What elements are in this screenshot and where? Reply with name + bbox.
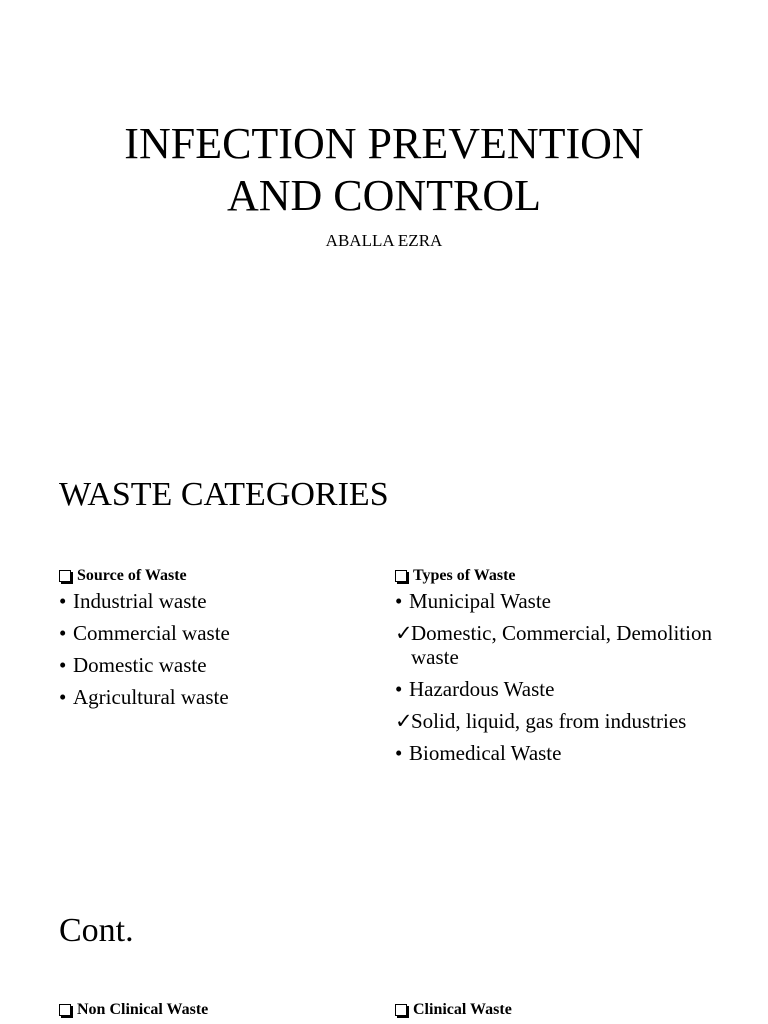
checkmark-icon: ✓ bbox=[395, 709, 413, 733]
list-item-text: Municipal Waste bbox=[409, 589, 551, 613]
list-item-text: Domestic, Commercial, Demolition waste bbox=[411, 621, 712, 669]
list-item-text: Biomedical Waste bbox=[409, 741, 562, 765]
list-item-text: Solid, liquid, gas from industries bbox=[411, 709, 687, 733]
list-item bbox=[395, 621, 735, 669]
checkbox-square-icon bbox=[395, 1004, 407, 1016]
clinical-waste-column bbox=[395, 1001, 735, 1023]
source-of-waste-header bbox=[59, 567, 399, 585]
title-slide bbox=[0, 0, 768, 420]
checkbox-square-icon bbox=[395, 570, 407, 582]
column-header-label: Clinical Waste bbox=[413, 1001, 512, 1018]
column-header-label: Non Clinical Waste bbox=[77, 1001, 209, 1018]
bullet-icon: • bbox=[395, 741, 403, 765]
list-item-text: Domestic waste bbox=[73, 653, 207, 677]
bullet-icon: • bbox=[59, 621, 67, 645]
list-item-text: Industrial waste bbox=[73, 589, 207, 613]
title-line-1: INFECTION PREVENTION bbox=[124, 119, 644, 168]
presentation-title bbox=[0, 118, 768, 222]
types-of-waste-column bbox=[395, 567, 735, 773]
list-item bbox=[395, 677, 735, 701]
source-of-waste-list bbox=[59, 589, 399, 709]
types-of-waste-list bbox=[395, 589, 735, 765]
column-header-label: Source of Waste bbox=[77, 567, 187, 584]
waste-categories-slide bbox=[0, 440, 768, 860]
cont-slide bbox=[0, 900, 768, 1024]
list-item bbox=[59, 653, 399, 677]
bullet-icon: • bbox=[395, 589, 403, 613]
clinical-waste-header bbox=[395, 1001, 735, 1019]
list-item-text: Commercial waste bbox=[73, 621, 230, 645]
list-item bbox=[59, 589, 399, 613]
bullet-icon: • bbox=[59, 653, 67, 677]
title-line-2: AND CONTROL bbox=[226, 171, 542, 220]
checkmark-icon: ✓ bbox=[395, 621, 413, 645]
list-item bbox=[395, 741, 735, 765]
list-item-text: Hazardous Waste bbox=[409, 677, 555, 701]
checkbox-square-icon bbox=[59, 570, 71, 582]
list-item bbox=[395, 709, 735, 733]
non-clinical-waste-column bbox=[59, 1001, 399, 1023]
list-item bbox=[59, 621, 399, 645]
slide-heading: WASTE CATEGORIES bbox=[59, 476, 389, 513]
author-name: ABALLA EZRA bbox=[325, 231, 443, 250]
types-of-waste-header bbox=[395, 567, 735, 585]
bullet-icon: • bbox=[59, 685, 67, 709]
slide-heading: Cont. bbox=[59, 912, 134, 949]
list-item bbox=[395, 589, 735, 613]
bullet-icon: • bbox=[395, 677, 403, 701]
non-clinical-waste-header bbox=[59, 1001, 399, 1019]
list-item bbox=[59, 685, 399, 709]
checkbox-square-icon bbox=[59, 1004, 71, 1016]
column-header-label: Types of Waste bbox=[413, 567, 516, 584]
source-of-waste-column bbox=[59, 567, 399, 717]
bullet-icon: • bbox=[59, 589, 67, 613]
list-item-text: Agricultural waste bbox=[73, 685, 229, 709]
